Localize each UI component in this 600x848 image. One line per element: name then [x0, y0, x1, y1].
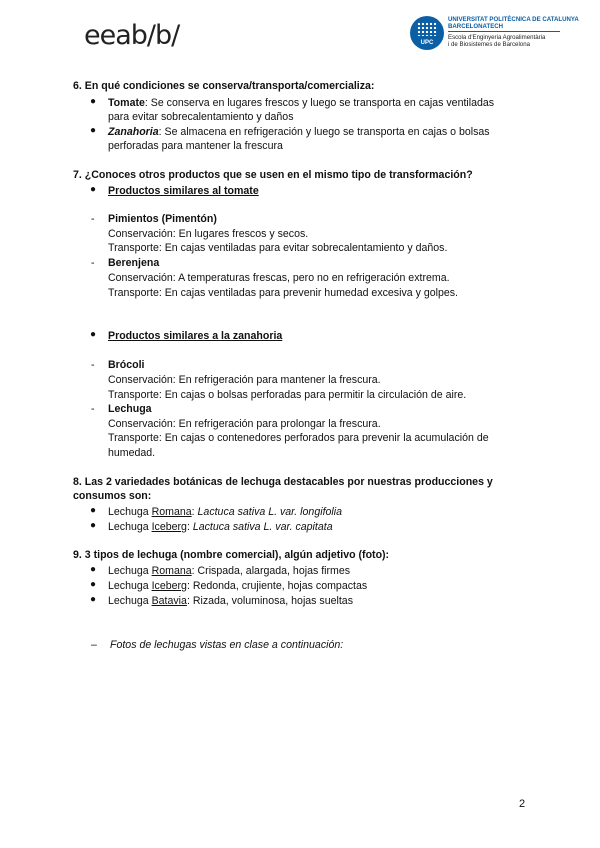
eeabb-logo	[80, 12, 190, 52]
lechuga-title: Lechuga	[108, 403, 152, 415]
dash-icon: -	[91, 359, 95, 371]
lettuce-type-item: Lechuga Batavia: Rizada, voluminosa, hojas sueltas	[108, 595, 353, 607]
eeabb-logo-text: eeab/b/	[84, 20, 180, 51]
section-9-heading: 9. 3 tipos de lechuga (nombre comercial), algún adjetivo (foto):	[73, 549, 390, 561]
zanahoria-item-cont: perforadas para mantener la frescura	[108, 140, 283, 152]
pimientos-transporte: Transporte: En cajas ventiladas para evitar sobrecalentamiento y daños.	[108, 242, 448, 254]
tomate-item: Tomate: Se conserva en lugares frescos y luego se transporta en cajas ventiladas	[108, 97, 495, 109]
bullet-icon: ●	[90, 125, 97, 136]
tomate-item-cont: para evitar sobrecalentamiento y daños	[108, 111, 294, 123]
upc-logo	[410, 14, 579, 54]
school-name-1: Escola d'Enginyeria Agroalimentària	[448, 34, 546, 41]
zanahoria-item: Zanahoria: Se almacena en refrigeración y luego se transporta en cajas o bolsas	[108, 126, 490, 138]
bullet-icon: ●	[90, 594, 97, 605]
upc-tagline: BARCELONATECH	[448, 23, 504, 30]
bullet-icon: ●	[90, 184, 97, 195]
bullet-icon: ●	[90, 96, 97, 107]
upc-name: UNIVERSITAT POLITÈCNICA DE CATALUNYA	[448, 16, 579, 23]
dash-icon: -	[91, 403, 95, 415]
pimientos-conservacion: Conservación: En lugares frescos y secos.	[108, 228, 309, 240]
page-number: 2	[519, 798, 526, 810]
school-name-2: i de Biosistemes de Barcelona	[448, 41, 530, 48]
bullet-icon: ●	[90, 564, 97, 575]
lettuce-type-item: Lechuga Iceberg: Redonda, crujiente, hojas compactas	[108, 580, 368, 592]
lechuga-transporte: Transporte: En cajas o contenedores perforados para prevenir la acumulación de	[108, 432, 489, 444]
pimientos-title: Pimientos (Pimentón)	[108, 213, 217, 225]
bullet-icon: ●	[90, 505, 97, 516]
group-tomate-title: Productos similares al tomate	[108, 185, 259, 197]
section-7-heading: 7. ¿Conoces otros productos que se usen en el mismo tipo de transformación?	[73, 169, 473, 181]
variety-item: Lechuga Iceberg: Lactuca sativa L. var. capitata	[108, 521, 333, 533]
lechuga-conservacion: Conservación: En refrigeración para prolongar la frescura.	[108, 418, 381, 430]
section-8-heading: 8. Las 2 variedades botánicas de lechuga destacables por nuestras producciones y	[73, 476, 493, 488]
variety-item: Lechuga Romana: Lactuca sativa L. var. longifolia	[108, 506, 343, 518]
brocoli-transporte: Transporte: En cajas o bolsas perforadas para permitir la circulación de aire.	[108, 389, 467, 401]
bullet-icon: ●	[90, 329, 97, 340]
group-zanahoria-title: Productos similares a la zanahoria	[108, 330, 283, 342]
brocoli-title: Brócoli	[108, 359, 145, 371]
brocoli-conservacion: Conservación: En refrigeración para mantener la frescura.	[108, 374, 381, 386]
lechuga-transporte-cont: humedad.	[108, 447, 156, 459]
section-6-heading: 6. En qué condiciones se conserva/transporta/comercializa:	[73, 80, 375, 92]
dash-icon: -	[91, 257, 95, 269]
berenjena-conservacion: Conservación: A temperaturas frescas, pero no en refrigeración extrema.	[108, 272, 450, 284]
upc-divider	[448, 31, 560, 32]
section-8-heading-cont: consumos son:	[73, 490, 152, 502]
photos-note: Fotos de lechugas vistas en clase a continuación:	[110, 639, 344, 651]
berenjena-title: Berenjena	[108, 257, 160, 269]
berenjena-transporte: Transporte: En cajas ventiladas para prevenir humedad excesiva y golpes.	[108, 287, 458, 299]
dash-icon: –	[91, 639, 97, 651]
lettuce-type-item: Lechuga Romana: Crispada, alargada, hojas firmes	[108, 565, 351, 577]
bullet-icon: ●	[90, 520, 97, 531]
bullet-icon: ●	[90, 579, 97, 590]
dash-icon: -	[91, 213, 95, 225]
upc-badge-icon: UPC	[410, 16, 444, 50]
